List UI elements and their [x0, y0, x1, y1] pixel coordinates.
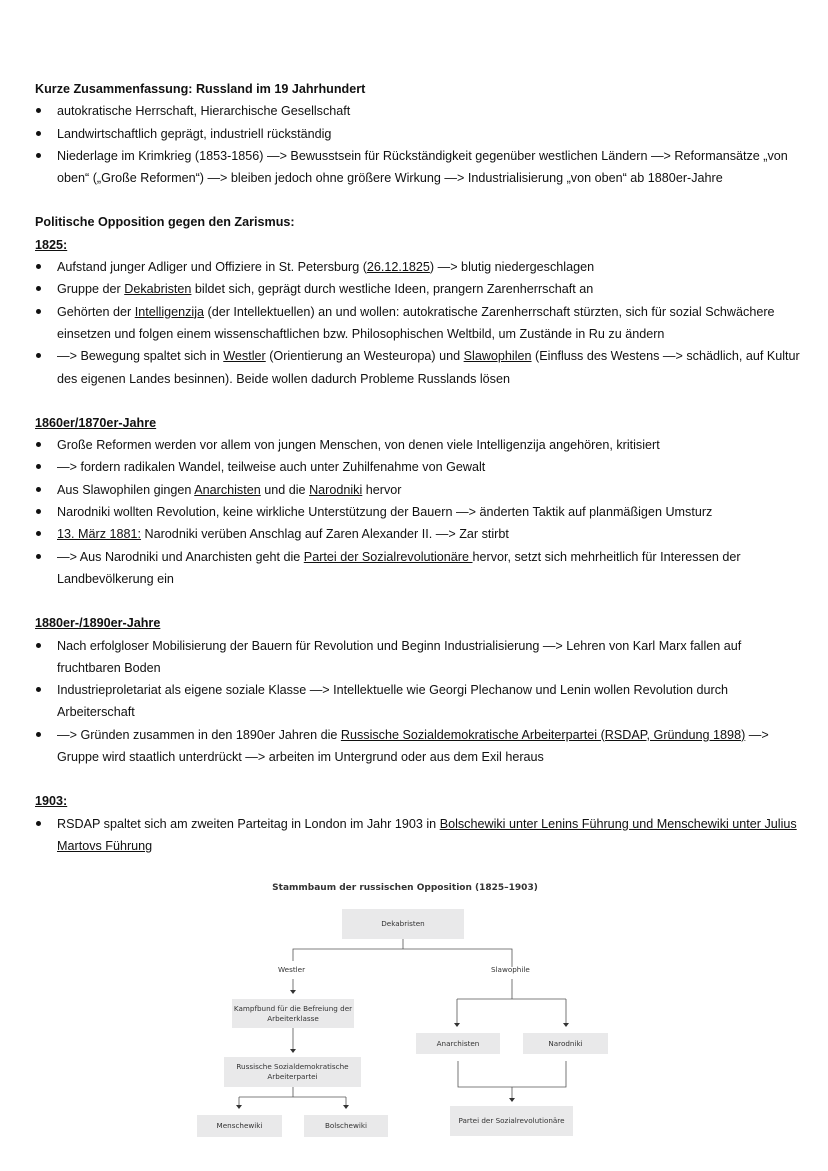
opposition-sections — [35, 234, 805, 857]
list-item — [35, 523, 805, 545]
section-list — [35, 635, 805, 769]
text-segment: —> Aus Narodniki und Anarchisten geht die — [57, 549, 304, 564]
list-item — [35, 301, 805, 346]
section-heading: 1860er/1870er-Jahre — [35, 415, 157, 430]
list-item — [35, 724, 805, 769]
text-segment: Gehörten der — [57, 304, 135, 319]
opposition-family-tree-diagram — [190, 875, 620, 1165]
text-segment: hervor, setzt sich mehrheitlich für Interessen der Landbevölkerung ein — [57, 549, 741, 586]
section-heading: 1880er-/1890er-Jahre — [35, 616, 161, 631]
text-segment: RSDAP spaltet sich am zweiten Parteitag in London im Jahr 1903 in — [57, 816, 440, 831]
underlined-term: Bolschewiki unter Lenins Führung und Menschewiki unter Julius Martovs Führung — [57, 816, 797, 853]
document-body — [35, 78, 805, 857]
summary-list — [35, 100, 805, 189]
text-segment: Aufstand junger Adliger und Offiziere in St. Petersburg ( — [57, 260, 367, 275]
text-segment: (Orientierung an Westeuropa) und — [265, 349, 464, 364]
list-item — [35, 434, 805, 456]
section-list — [35, 813, 805, 858]
section-heading: 1903: — [35, 794, 68, 809]
list-item — [35, 278, 805, 300]
underlined-term: Russische Sozialdemokratische Arbeiterpartei (RSDAP, Gründung 1898) — [340, 727, 746, 742]
node-kampfbund: Kampfbund für die Befreiung der Arbeiterklasse — [232, 999, 354, 1028]
list-item — [35, 813, 805, 858]
text-segment: bildet sich, geprägt durch westliche Ideen, prangern Zarenherrschaft an — [191, 282, 594, 297]
section-list — [35, 256, 805, 390]
list-item — [35, 635, 805, 680]
section-heading: 1825: — [35, 237, 68, 252]
text-segment: und die — [260, 482, 310, 497]
node-bolschewiki: Bolschewiki — [304, 1115, 388, 1137]
text-segment: Narodniki verüben Anschlag auf Zaren Alexander II. —> Zar stirbt — [141, 527, 509, 542]
list-item — [35, 456, 805, 478]
text-segment: —> Gründen zusammen in den 1890er Jahren die — [57, 727, 341, 742]
underlined-term: Dekabristen — [124, 282, 192, 297]
underlined-term: 13. März 1881: — [57, 527, 142, 542]
list-item — [35, 501, 805, 523]
underlined-term: 26.12.1825 — [366, 260, 430, 275]
underlined-term: Partei der Sozialrevolutionäre — [303, 549, 473, 564]
label-slawophile: Slawophile — [491, 965, 530, 974]
node-menschewiki: Menschewiki — [197, 1115, 282, 1137]
list-item — [35, 345, 805, 390]
underlined-term: Westler — [223, 349, 266, 364]
text-segment: hervor — [362, 482, 402, 497]
label-westler: Westler — [278, 965, 306, 974]
text-segment: —> Bewegung spaltet sich in — [57, 349, 224, 364]
text-segment: Nach erfolgloser Mobilisierung der Bauern für Revolution und Beginn Industrialisierung —> Lehren von Karl Marx fallen auf fruchtbaren Boden — [57, 638, 742, 675]
underlined-term: Intelligenzija — [134, 304, 205, 319]
opposition-heading: Politische Opposition gegen den Zarismus: — [35, 215, 295, 230]
node-anarchisten: Anarchisten — [416, 1033, 500, 1054]
text-segment: —> Gruppe wird staatlich unterdrückt —> arbeiten im Untergrund oder aus dem Exil heraus — [57, 727, 769, 765]
text-segment: ) —> blutig niedergeschlagen — [429, 260, 595, 275]
node-narodniki: Narodniki — [523, 1033, 608, 1054]
text-segment: Gruppe der — [57, 282, 125, 297]
text-segment: Industrieproletariat als eigene soziale Klasse —> Intellektuelle wie Georgi Plechanow und Lenin wollen Revolution durch Arbeiterschaft — [57, 683, 729, 720]
text-segment: (Einfluss des Westens —> schädlich, auf Kultur des eigenen Landes besinnen). Beide wollen dadurch Probleme Russlands lösen — [57, 349, 800, 386]
summary-heading: Kurze Zusammenfassung: Russland im 19 Jahrhundert — [35, 82, 366, 96]
underlined-term: Anarchisten — [194, 482, 261, 497]
underlined-term: Slawophilen — [463, 349, 532, 364]
list-item — [35, 679, 805, 724]
text-segment: Niederlage im Krimkrieg (1853-1856) —> Bewusstsein für Rückständigkeit gegenüber westlichen Ländern —> Reformansätze „von oben“ („Große Reformen“) —> bleiben jedoch ohne größere Wirkung —> Industrialisierung „von oben“ ab 1880er-Jahre — [57, 148, 788, 186]
node-rsdap: Russische Sozialdemokratische Arbeiterpartei — [224, 1057, 361, 1087]
node-dekabristen: Dekabristen — [342, 909, 464, 939]
node-sozialrevolutionaere: Partei der Sozialrevolutionäre — [450, 1106, 573, 1136]
text-segment: (der Intellektuellen) an und wollen: autokratische Zarenherrschaft stürzten, sich für sozial Schwächere einsetzen und folgen einem wissenschaftlichen bzw. Philosophischen Weltbild, um Zustände in Ru zu ändern — [57, 304, 775, 341]
underlined-term: Narodniki — [309, 482, 363, 497]
text-segment: autokratische Herrschaft, Hierarchische Gesellschaft — [57, 104, 351, 119]
list-item — [35, 479, 805, 501]
diagram-title: Stammbaum der russischen Opposition (1825–1903) — [272, 883, 538, 893]
text-segment: Narodniki wollten Revolution, keine wirkliche Unterstützung der Bauern —> änderten Taktik auf planmäßigen Umsturz — [57, 505, 713, 520]
text-segment: Landwirtschaftlich geprägt, industriell rückständig — [57, 126, 332, 141]
list-item — [35, 100, 805, 122]
list-item — [35, 145, 805, 190]
text-segment: Große Reformen werden vor allem von jungen Menschen, von denen viele Intelligenzija angehören, kritisiert — [57, 438, 660, 453]
text-segment: —> fordern radikalen Wandel, teilweise auch unter Zuhilfenahme von Gewalt — [57, 460, 486, 475]
list-item — [35, 256, 805, 278]
text-segment: Aus Slawophilen gingen — [57, 482, 195, 497]
list-item — [35, 546, 805, 591]
section-list — [35, 434, 805, 590]
list-item — [35, 123, 805, 145]
